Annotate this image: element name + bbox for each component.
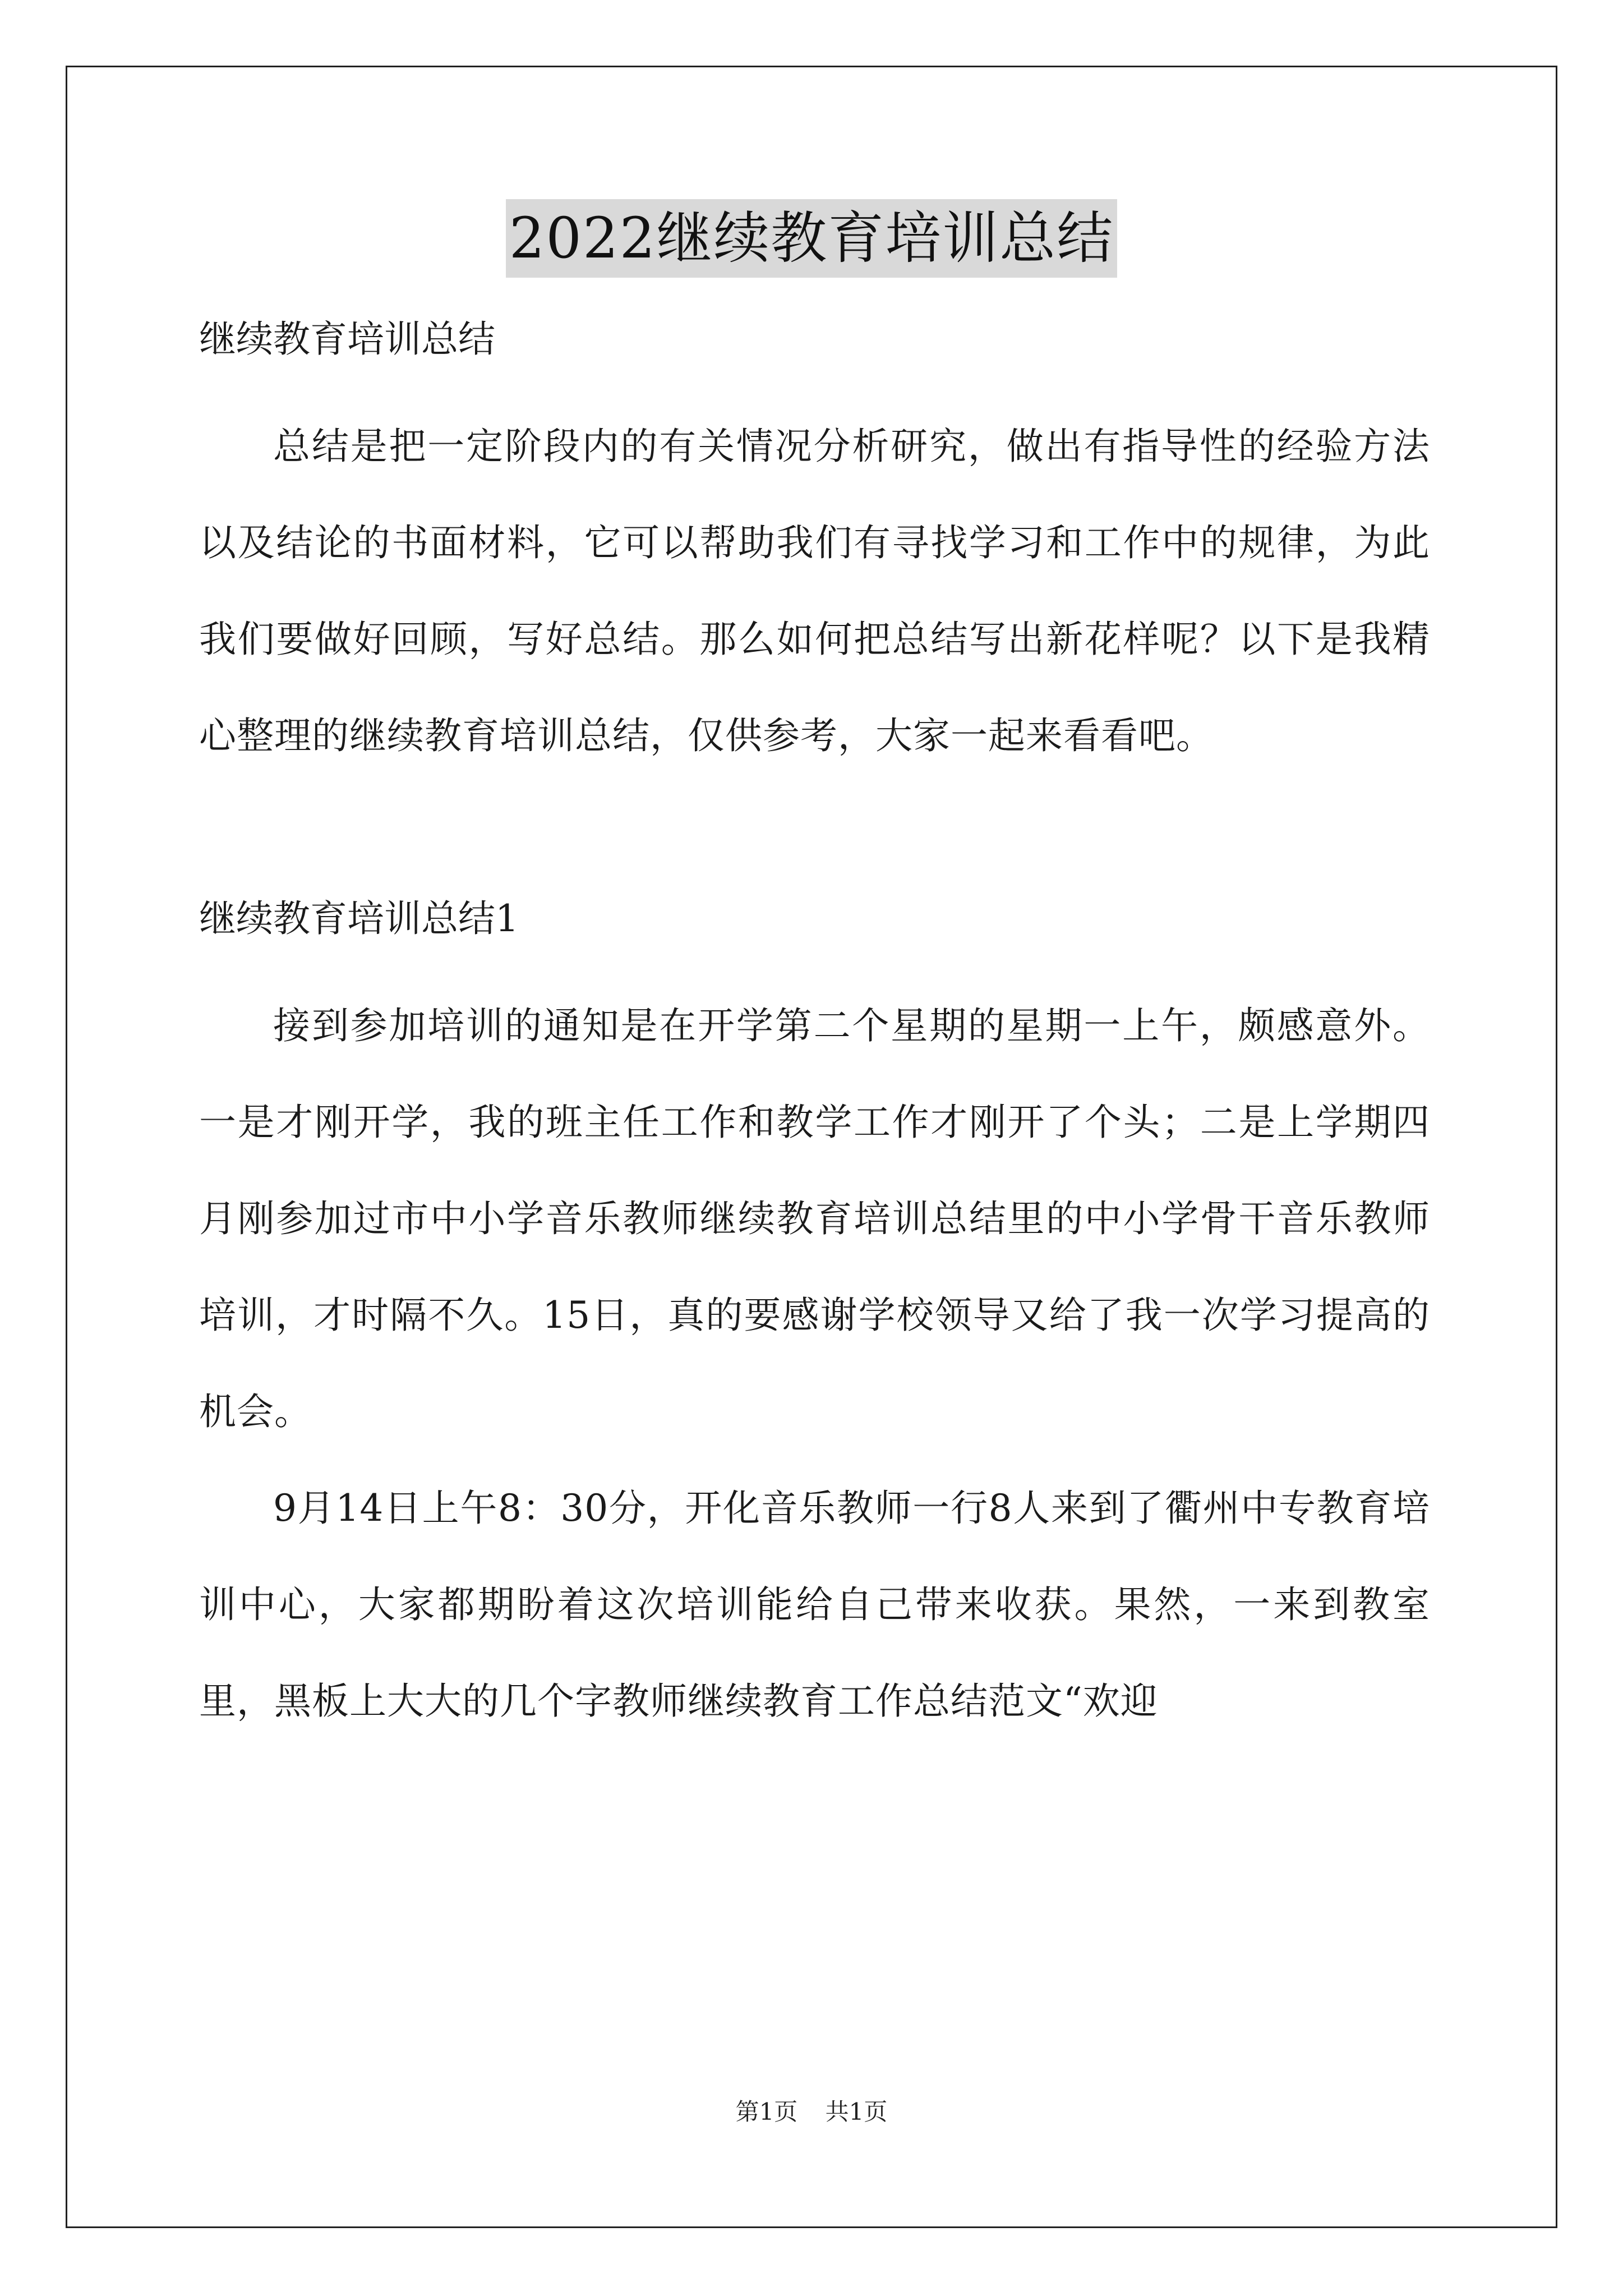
title-container — [0, 199, 1623, 278]
document-body — [199, 303, 1430, 1750]
document-subtitle: 继续教育培训总结 — [199, 318, 495, 361]
section-spacer — [199, 784, 1430, 882]
page-number: 第1页 — [735, 2098, 798, 2125]
body-paragraph: 接到参加培训的通知是在开学第二个星期的星期一上午，颇感意外。一是才刚开学，我的班主任工作和教学工作才刚开了个头；二是上学期四月刚参加过市中小学音乐教师继续教育培训总结里的中小学骨干音乐教师培训，才时隔不久。15日，真的要感谢学校领导又给了我一次学习提高的机会。 — [199, 1004, 1430, 1433]
body-paragraph: 9月14日上午8：30分，开化音乐教师一行8人来到了衢州中专教育培训中心，大家都期盼着这次培训能给自己带来收获。果然，一来到教室里，黑板上大大的几个字教师继续教育工作总结范文“欢迎 — [199, 1487, 1430, 1723]
section-heading: 继续教育培训总结1 — [199, 897, 519, 940]
intro-paragraph: 总结是把一定阶段内的有关情况分析研究，做出有指导性的经验方法以及结论的书面材料，它可以帮助我们有寻找学习和工作中的规律，为此我们要做好回顾，写好总结。那么如何把总结写出新花样呢？以下是我精心整理的继续教育培训总结，仅供参考，大家一起来看看吧。 — [199, 425, 1430, 757]
page-total: 共1页 — [825, 2098, 888, 2125]
document-title: 2022继续教育培训总结 — [506, 199, 1118, 278]
page-footer — [0, 2095, 1623, 2129]
